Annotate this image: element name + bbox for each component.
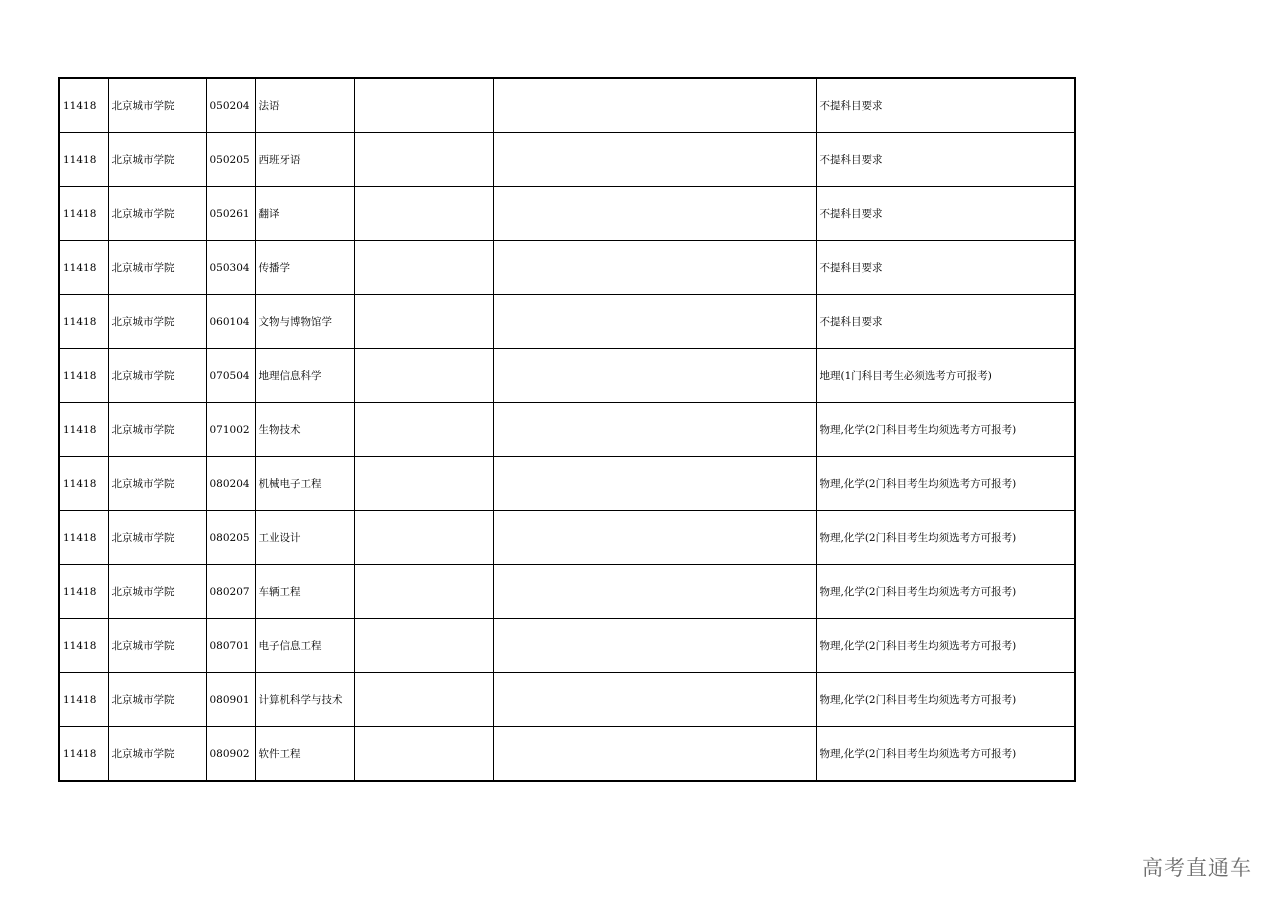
school-name-cell: 北京城市学院 [108, 349, 206, 403]
school-name-cell: 北京城市学院 [108, 187, 206, 241]
empty-cell [493, 457, 816, 511]
major-code-cell: 080701 [206, 619, 255, 673]
table-body [59, 78, 1075, 781]
empty-cell [493, 187, 816, 241]
major-name-cell: 法语 [255, 78, 354, 133]
major-code-cell: 050304 [206, 241, 255, 295]
empty-cell [493, 565, 816, 619]
empty-cell [354, 619, 493, 673]
table-row [59, 511, 1075, 565]
table-row [59, 133, 1075, 187]
school-name-cell: 北京城市学院 [108, 565, 206, 619]
major-code-cell: 080205 [206, 511, 255, 565]
school-code-cell: 11418 [59, 349, 108, 403]
table-row [59, 565, 1075, 619]
table-row [59, 403, 1075, 457]
major-requirements-table [58, 77, 1076, 782]
major-name-cell: 计算机科学与技术 [255, 673, 354, 727]
subject-requirement-cell: 物理,化学(2门科目考生均须选考方可报考) [816, 403, 1075, 457]
empty-cell [354, 349, 493, 403]
school-name-cell: 北京城市学院 [108, 241, 206, 295]
empty-cell [493, 727, 816, 782]
empty-cell [354, 403, 493, 457]
school-code-cell: 11418 [59, 403, 108, 457]
major-code-cell: 071002 [206, 403, 255, 457]
school-name-cell: 北京城市学院 [108, 511, 206, 565]
school-code-cell: 11418 [59, 241, 108, 295]
empty-cell [354, 133, 493, 187]
empty-cell [354, 78, 493, 133]
major-name-cell: 传播学 [255, 241, 354, 295]
school-code-cell: 11418 [59, 727, 108, 782]
empty-cell [354, 457, 493, 511]
subject-requirement-cell: 物理,化学(2门科目考生均须选考方可报考) [816, 619, 1075, 673]
school-code-cell: 11418 [59, 295, 108, 349]
table-row [59, 457, 1075, 511]
school-name-cell: 北京城市学院 [108, 619, 206, 673]
subject-requirement-cell: 物理,化学(2门科目考生均须选考方可报考) [816, 565, 1075, 619]
major-name-cell: 翻译 [255, 187, 354, 241]
table-row [59, 619, 1075, 673]
school-name-cell: 北京城市学院 [108, 727, 206, 782]
subject-requirement-cell: 不提科目要求 [816, 78, 1075, 133]
table-row [59, 78, 1075, 133]
school-code-cell: 11418 [59, 673, 108, 727]
subject-requirement-cell: 不提科目要求 [816, 241, 1075, 295]
major-code-cell: 050204 [206, 78, 255, 133]
school-code-cell: 11418 [59, 565, 108, 619]
watermark-text: 高考直通车 [1142, 856, 1252, 880]
empty-cell [354, 727, 493, 782]
school-name-cell: 北京城市学院 [108, 673, 206, 727]
major-code-cell: 080207 [206, 565, 255, 619]
major-name-cell: 车辆工程 [255, 565, 354, 619]
table-row [59, 349, 1075, 403]
subject-requirement-cell: 物理,化学(2门科目考生均须选考方可报考) [816, 673, 1075, 727]
school-code-cell: 11418 [59, 619, 108, 673]
major-code-cell: 080902 [206, 727, 255, 782]
subject-requirement-cell: 物理,化学(2门科目考生均须选考方可报考) [816, 457, 1075, 511]
empty-cell [493, 349, 816, 403]
school-code-cell: 11418 [59, 133, 108, 187]
table-row [59, 187, 1075, 241]
major-name-cell: 机械电子工程 [255, 457, 354, 511]
school-name-cell: 北京城市学院 [108, 78, 206, 133]
school-name-cell: 北京城市学院 [108, 457, 206, 511]
major-name-cell: 工业设计 [255, 511, 354, 565]
school-name-cell: 北京城市学院 [108, 403, 206, 457]
major-name-cell: 西班牙语 [255, 133, 354, 187]
empty-cell [493, 78, 816, 133]
major-name-cell: 电子信息工程 [255, 619, 354, 673]
table-row [59, 241, 1075, 295]
table-row [59, 295, 1075, 349]
major-name-cell: 软件工程 [255, 727, 354, 782]
table-row [59, 727, 1075, 782]
school-code-cell: 11418 [59, 187, 108, 241]
empty-cell [493, 511, 816, 565]
subject-requirement-cell: 不提科目要求 [816, 295, 1075, 349]
empty-cell [493, 295, 816, 349]
empty-cell [493, 619, 816, 673]
major-code-cell: 080901 [206, 673, 255, 727]
empty-cell [493, 241, 816, 295]
major-name-cell: 生物技术 [255, 403, 354, 457]
major-code-cell: 050205 [206, 133, 255, 187]
major-code-cell: 070504 [206, 349, 255, 403]
major-code-cell: 060104 [206, 295, 255, 349]
major-code-cell: 080204 [206, 457, 255, 511]
major-name-cell: 文物与博物馆学 [255, 295, 354, 349]
empty-cell [354, 295, 493, 349]
empty-cell [493, 133, 816, 187]
major-name-cell: 地理信息科学 [255, 349, 354, 403]
empty-cell [354, 565, 493, 619]
table-row [59, 673, 1075, 727]
empty-cell [354, 187, 493, 241]
major-code-cell: 050261 [206, 187, 255, 241]
empty-cell [354, 241, 493, 295]
empty-cell [493, 403, 816, 457]
school-code-cell: 11418 [59, 78, 108, 133]
school-name-cell: 北京城市学院 [108, 133, 206, 187]
subject-requirement-cell: 地理(1门科目考生必须选考方可报考) [816, 349, 1075, 403]
subject-requirement-cell: 物理,化学(2门科目考生均须选考方可报考) [816, 511, 1075, 565]
subject-requirement-cell: 物理,化学(2门科目考生均须选考方可报考) [816, 727, 1075, 782]
empty-cell [354, 511, 493, 565]
school-code-cell: 11418 [59, 457, 108, 511]
school-name-cell: 北京城市学院 [108, 295, 206, 349]
subject-requirement-cell: 不提科目要求 [816, 187, 1075, 241]
empty-cell [354, 673, 493, 727]
empty-cell [493, 673, 816, 727]
school-code-cell: 11418 [59, 511, 108, 565]
subject-requirement-cell: 不提科目要求 [816, 133, 1075, 187]
